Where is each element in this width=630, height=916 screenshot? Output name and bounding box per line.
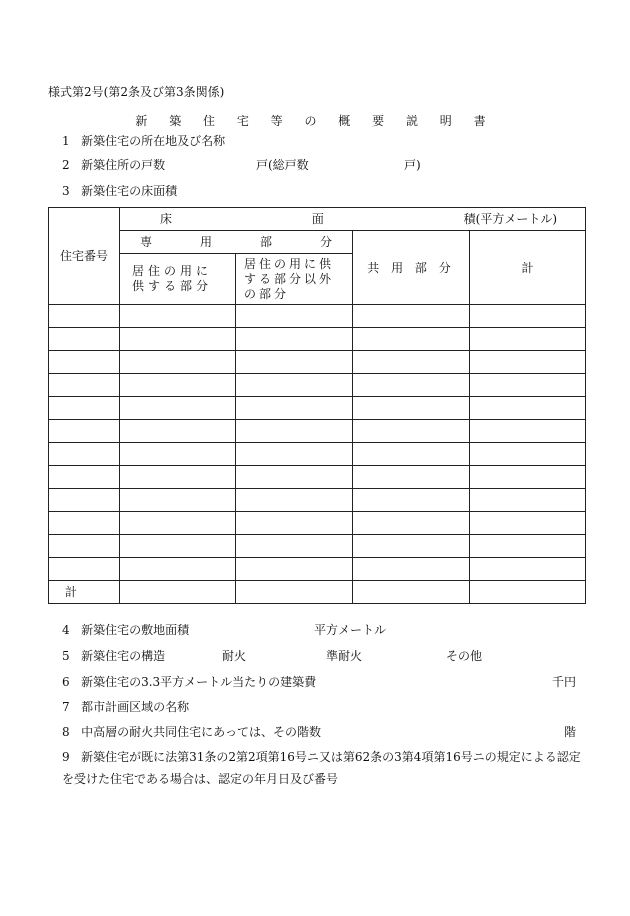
cell[interactable] xyxy=(236,397,353,420)
table-row xyxy=(49,489,586,512)
cell[interactable] xyxy=(353,374,470,397)
item-1 xyxy=(62,134,225,148)
cell[interactable] xyxy=(353,512,470,535)
cell[interactable] xyxy=(470,535,586,558)
item-2-number: 2 xyxy=(62,158,70,172)
item-4-unit: 平方メートル xyxy=(314,623,387,637)
header-floor-area-char-1: 床 xyxy=(160,212,173,226)
cell[interactable] xyxy=(49,374,120,397)
header-exclusive-char-1: 専 xyxy=(140,235,153,249)
total-row-label xyxy=(49,581,120,604)
item-8 xyxy=(62,725,321,739)
header-exclusive-char-2: 用 xyxy=(199,235,212,249)
cell[interactable] xyxy=(470,512,586,535)
item-5 xyxy=(62,649,165,663)
item-3-label: 新築住宅の床面積 xyxy=(81,184,178,198)
cell[interactable] xyxy=(120,305,236,328)
cell[interactable] xyxy=(120,374,236,397)
cell[interactable] xyxy=(470,466,586,489)
cell[interactable] xyxy=(120,420,236,443)
cell[interactable] xyxy=(236,512,353,535)
item-6-number: 6 xyxy=(62,675,70,689)
header-exclusive-part xyxy=(120,231,353,254)
cell[interactable] xyxy=(353,397,470,420)
cell[interactable] xyxy=(236,466,353,489)
cell[interactable] xyxy=(49,305,120,328)
header-common-part: 共 用 部 分 xyxy=(353,231,470,305)
cell[interactable] xyxy=(353,420,470,443)
item-1-number: 1 xyxy=(62,134,70,148)
header-non-residential-part xyxy=(236,254,353,305)
item-6 xyxy=(62,675,316,689)
cell[interactable] xyxy=(470,305,586,328)
table-row xyxy=(49,374,586,397)
cell[interactable] xyxy=(236,420,353,443)
item-7-number: 7 xyxy=(62,700,70,714)
header-exclusive-char-3: 部 xyxy=(259,235,272,249)
cell[interactable] xyxy=(120,397,236,420)
item-2-label: 新築住所の戸数 xyxy=(81,158,166,172)
item-9-number: 9 xyxy=(62,750,70,764)
header-total: 計 xyxy=(470,231,586,305)
cell[interactable] xyxy=(353,443,470,466)
item-2-unit-total: 戸) xyxy=(404,158,421,172)
cell[interactable] xyxy=(49,351,120,374)
cell[interactable] xyxy=(49,397,120,420)
item-5-number: 5 xyxy=(62,649,70,663)
document-title: 新 築 住 宅 等 の 概 要 説 明 書 xyxy=(135,114,495,128)
cell[interactable] xyxy=(120,512,236,535)
cell[interactable] xyxy=(236,558,353,581)
header-residential-part xyxy=(120,254,236,305)
form-number: 様式第2号(第2条及び第3条関係) xyxy=(48,85,225,99)
total-row-label-text: 計 xyxy=(65,585,78,599)
header-floor-area xyxy=(120,208,586,231)
header-residential-text: 居住の用に供する部分 xyxy=(132,264,213,293)
table-row xyxy=(49,466,586,489)
item-7-label: 都市計画区域の名称 xyxy=(81,700,190,714)
table-row xyxy=(49,535,586,558)
cell[interactable] xyxy=(236,535,353,558)
item-1-label: 新築住宅の所在地及び名称 xyxy=(81,134,226,148)
cell[interactable] xyxy=(120,351,236,374)
cell[interactable] xyxy=(470,397,586,420)
item-8-label: 中高層の耐火共同住宅にあっては、その階数 xyxy=(81,725,321,739)
cell[interactable] xyxy=(236,351,353,374)
item-9-label: 新築住宅が既に法第31条の2第2項第16号ニ又は第62条の3第4項第16号ニの規定による認定を受けた住宅である場合は、認定の年月日及び番号 xyxy=(62,750,581,786)
structure-option-fireproof: 耐火 xyxy=(222,649,247,663)
cell[interactable] xyxy=(236,489,353,512)
item-8-unit: 階 xyxy=(564,725,577,739)
cell[interactable] xyxy=(353,351,470,374)
item-9 xyxy=(62,746,587,790)
cell[interactable] xyxy=(353,328,470,351)
header-exclusive-char-4: 分 xyxy=(319,235,332,249)
table-row xyxy=(49,351,586,374)
cell[interactable] xyxy=(470,420,586,443)
cell[interactable] xyxy=(120,489,236,512)
item-6-label: 新築住宅の3.3平方メートル当たりの建築費 xyxy=(81,675,317,689)
header-floor-area-char-2: 面 xyxy=(311,212,324,226)
table-row xyxy=(49,512,586,535)
table-total-row xyxy=(49,581,586,604)
cell[interactable] xyxy=(470,328,586,351)
cell[interactable] xyxy=(470,351,586,374)
table-row xyxy=(49,397,586,420)
header-floor-area-char-3: 積(平方メートル) xyxy=(463,212,558,226)
structure-option-semi-fireproof: 準耐火 xyxy=(326,649,363,663)
cell[interactable] xyxy=(470,558,586,581)
cell[interactable] xyxy=(236,305,353,328)
cell[interactable] xyxy=(353,466,470,489)
cell[interactable] xyxy=(120,443,236,466)
cell[interactable] xyxy=(49,466,120,489)
item-4-number: 4 xyxy=(62,623,70,637)
item-5-label: 新築住宅の構造 xyxy=(81,649,166,663)
cell[interactable] xyxy=(353,535,470,558)
cell[interactable] xyxy=(49,489,120,512)
cell[interactable] xyxy=(120,466,236,489)
cell[interactable] xyxy=(120,535,236,558)
cell[interactable] xyxy=(120,558,236,581)
item-2 xyxy=(62,158,165,172)
cell[interactable] xyxy=(120,328,236,351)
table-row xyxy=(49,558,586,581)
cell[interactable] xyxy=(49,443,120,466)
cell[interactable] xyxy=(49,558,120,581)
cell[interactable] xyxy=(236,581,353,604)
item-3 xyxy=(62,184,177,198)
item-7 xyxy=(62,700,189,714)
item-6-unit: 千円 xyxy=(552,675,577,689)
cell[interactable] xyxy=(353,581,470,604)
cell[interactable] xyxy=(470,581,586,604)
cell[interactable] xyxy=(236,328,353,351)
item-4 xyxy=(62,623,189,637)
item-3-number: 3 xyxy=(62,184,70,198)
cell[interactable] xyxy=(49,535,120,558)
table-row xyxy=(49,305,586,328)
item-2-unit-units: 戸(総戸数 xyxy=(256,158,309,172)
cell[interactable] xyxy=(353,489,470,512)
cell[interactable] xyxy=(470,374,586,397)
cell[interactable] xyxy=(49,420,120,443)
cell[interactable] xyxy=(49,512,120,535)
header-housing-number: 住宅番号 xyxy=(49,208,120,305)
table-row xyxy=(49,443,586,466)
item-4-label: 新築住宅の敷地面積 xyxy=(81,623,190,637)
structure-option-other: その他 xyxy=(446,649,483,663)
cell[interactable] xyxy=(120,581,236,604)
table-row xyxy=(49,328,586,351)
cell[interactable] xyxy=(470,443,586,466)
table-row xyxy=(49,420,586,443)
cell[interactable] xyxy=(470,489,586,512)
cell[interactable] xyxy=(353,305,470,328)
floor-area-table xyxy=(48,207,586,604)
cell[interactable] xyxy=(353,558,470,581)
cell[interactable] xyxy=(49,328,120,351)
item-8-number: 8 xyxy=(62,725,70,739)
header-non-residential-text: 居住の用に供する部分以外の部分 xyxy=(244,256,335,301)
cell[interactable] xyxy=(236,374,353,397)
cell[interactable] xyxy=(236,443,353,466)
